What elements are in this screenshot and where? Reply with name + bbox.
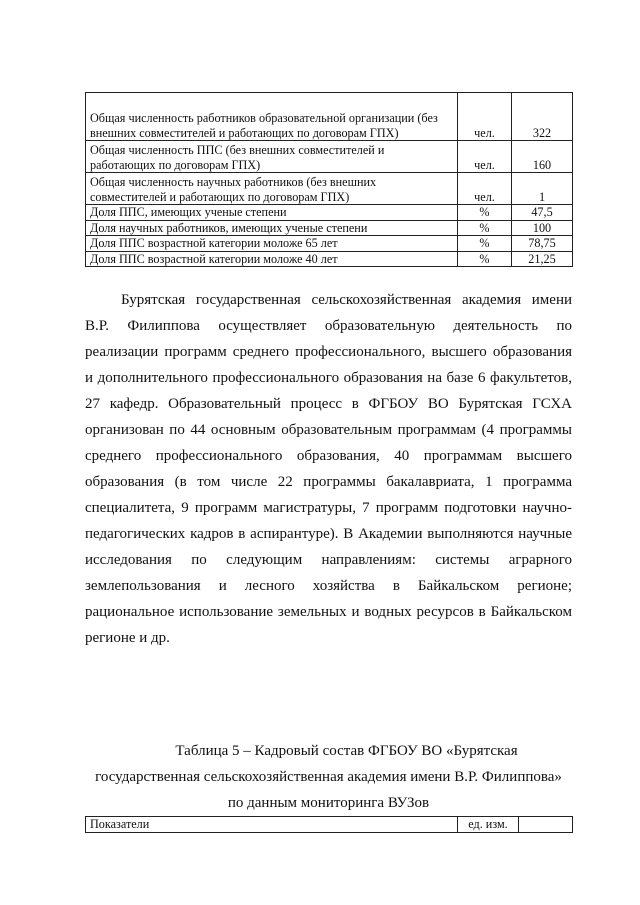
row-value: 78,75 (512, 236, 573, 252)
row-unit: % (458, 205, 512, 221)
caption-line: Таблица 5 – Кадровый состав ФГБОУ ВО «Бурятская (175, 743, 518, 759)
body-paragraph: Бурятская государственная сельскохозяйственная академия имени В.Р. Филиппова осуществляет образовательную деятельность по реализации программ среднего профессионального, высшего образования и дополнительного профессионального образования на базе 6 факультетов, 27 кафедр. Образовательный процесс в ФГБОУ ВО Бурятская ГСХА организован по 44 основным образовательным программам (4 программы среднего профессионального образования, 40 программам высшего образования (в том числе 22 программы бакалавриата, 1 программа специалитета, 9 программ магистратуры, 7 программ подготовки научно-педагогических кадров в аспирантуре). В Академии выполняются научные исследования по следующим направлениям: системы аграрного землепользования и лесного хозяйства в Байкальском регионе; рациональное использование земельных и водных ресурсов в Байкальском регионе и др. (85, 292, 572, 646)
row-unit: % (458, 236, 512, 252)
staff-indicators-table (85, 92, 573, 267)
header-value (519, 817, 573, 833)
table-header-row (86, 817, 573, 833)
table-row (86, 205, 573, 221)
caption-line: по данным мониторинга ВУЗов (227, 795, 430, 811)
table-row (86, 251, 573, 267)
staff-composition-table (85, 816, 573, 833)
table-row (86, 93, 573, 141)
row-label: Общая численность работников образовательной организации (без внешних совместителей и работающих по договорам ГПХ) (86, 93, 458, 141)
caption-line: государственная сельскохозяйственная академия имени В.Р. Филиппова» (95, 769, 562, 785)
row-label: Доля ППС возрастной категории моложе 65 лет (86, 236, 458, 252)
table-row (86, 236, 573, 252)
row-unit: % (458, 251, 512, 267)
row-value: 21,25 (512, 251, 573, 267)
row-label: Общая численность научных работников (без внешних совместителей и работающих по договорам ГПХ) (86, 173, 458, 205)
table-row (86, 220, 573, 236)
table-row (86, 141, 573, 173)
header-unit: ед. изм. (458, 817, 519, 833)
row-value: 160 (512, 141, 573, 173)
row-label: Доля ППС, имеющих ученые степени (86, 205, 458, 221)
row-unit: чел. (458, 141, 512, 173)
row-value: 100 (512, 220, 573, 236)
row-unit: чел. (458, 93, 512, 141)
table-caption (85, 738, 572, 816)
row-value: 47,5 (512, 205, 573, 221)
row-value: 322 (512, 93, 573, 141)
row-value: 1 (512, 173, 573, 205)
row-unit: чел. (458, 173, 512, 205)
table-row (86, 173, 573, 205)
row-label: Доля научных работников, имеющих ученые степени (86, 220, 458, 236)
row-label: Доля ППС возрастной категории моложе 40 лет (86, 251, 458, 267)
header-indicators: Показатели (86, 817, 458, 833)
row-label: Общая численность ППС (без внешних совместителей и работающих по договорам ГПХ) (86, 141, 458, 173)
row-unit: % (458, 220, 512, 236)
